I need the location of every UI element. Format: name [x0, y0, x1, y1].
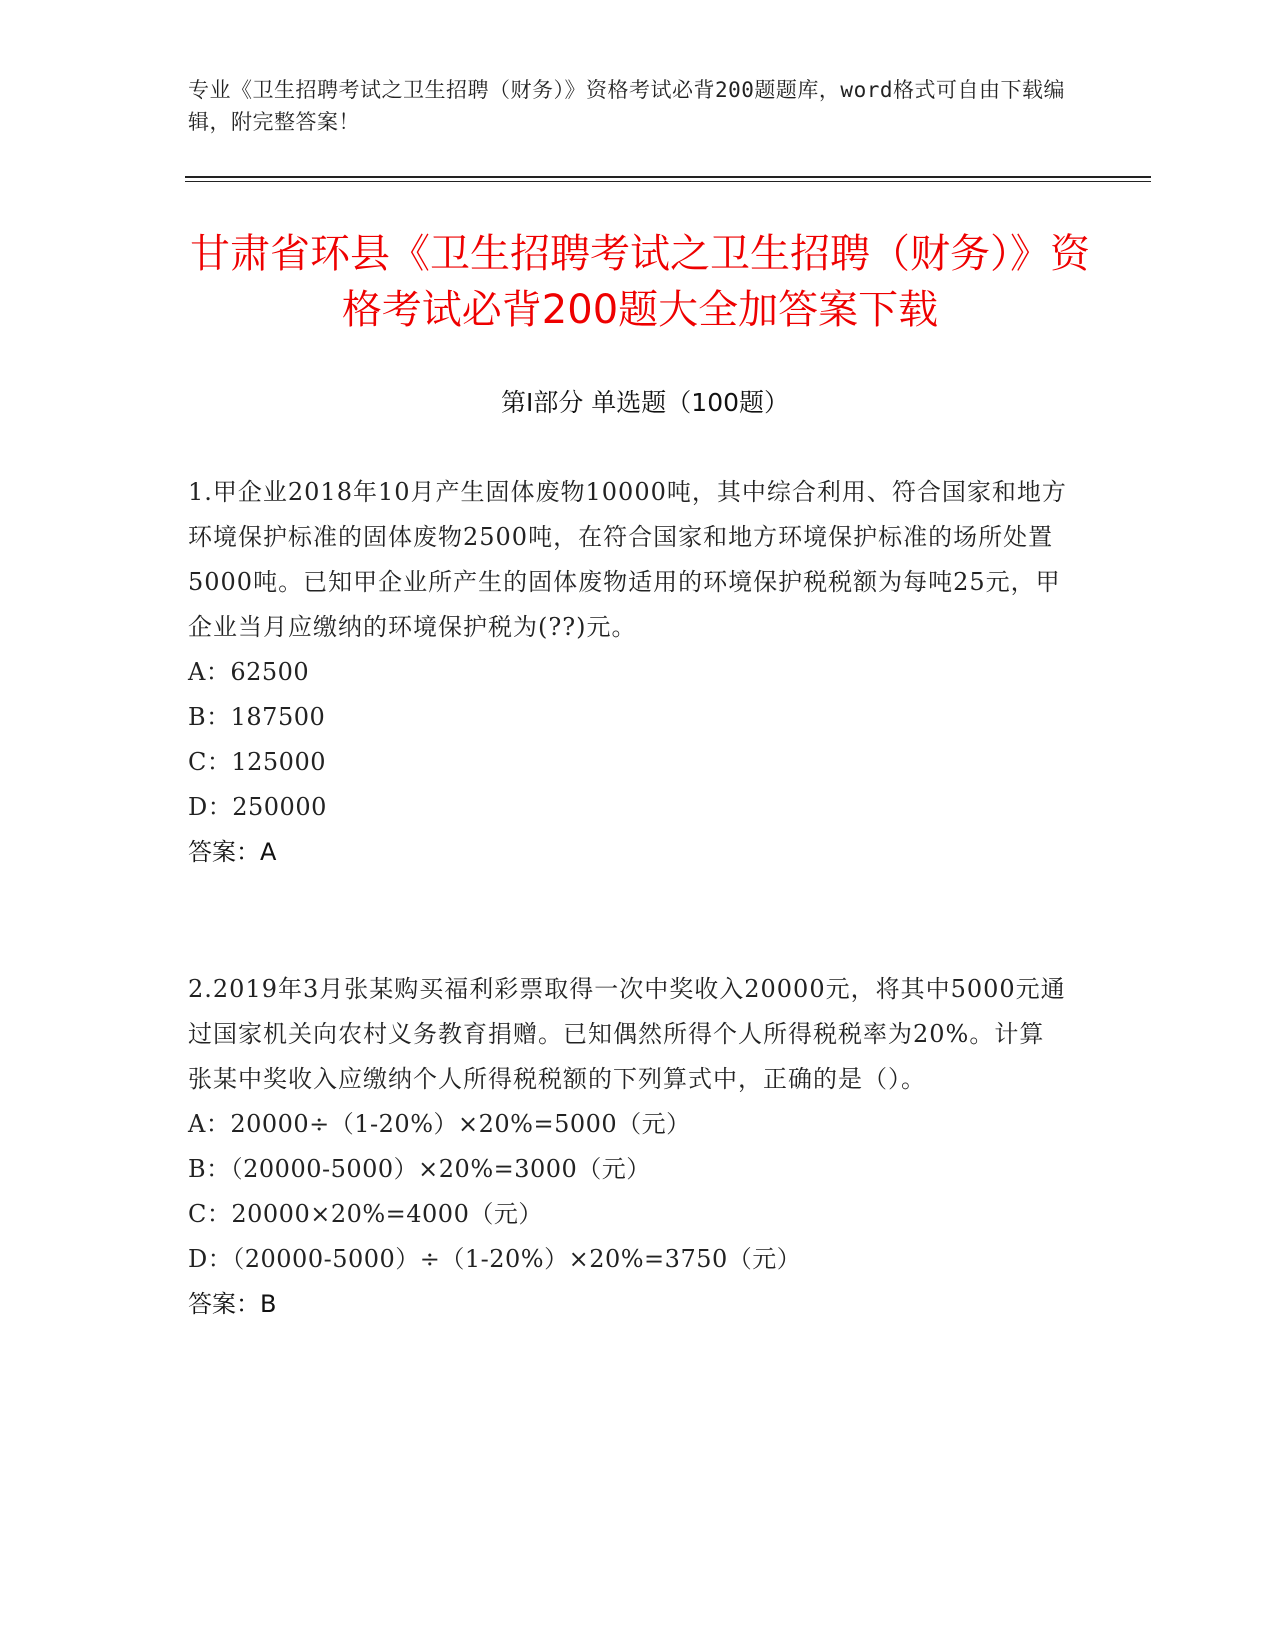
- header-divider-thin: [185, 181, 1151, 182]
- question-stem: 1.甲企业2018年10月产生固体废物10000吨，其中综合利用、符合国家和地方环境保护标准的固体废物2500吨，在符合国家和地方环境保护标准的场所处置5000吨。已知甲企业所产生的固体废物适用的环境保护税税额为每吨25元，甲企业当月应缴纳的环境保护税为(??)元。: [188, 478, 1067, 641]
- option-c: C：125000: [188, 748, 326, 776]
- question-block: [188, 470, 1068, 875]
- option-a: A：20000÷（1-20%）×20%=5000（元）: [188, 1110, 691, 1138]
- option-d: D：（20000-5000）÷（1-20%）×20%=3750（元）: [188, 1245, 802, 1273]
- option-b: B：187500: [188, 703, 326, 731]
- option-d: D：250000: [188, 793, 327, 821]
- answer-line: 答案：A: [188, 838, 277, 866]
- header-divider-thick: [185, 176, 1151, 178]
- answer-line: 答案：B: [188, 1290, 277, 1318]
- question-block: [188, 967, 1068, 1327]
- document-title: 甘肃省环县《卫生招聘考试之卫生招聘（财务）》资格考试必背200题大全加答案下载: [190, 231, 1090, 333]
- section-title: 第Ⅰ部分 单选题（100题）: [500, 388, 790, 417]
- option-a: A：62500: [188, 658, 310, 686]
- option-c: C：20000×20%=4000（元）: [188, 1200, 543, 1228]
- option-b: B：（20000-5000）×20%=3000（元）: [188, 1155, 651, 1183]
- question-stem: 2.2019年3月张某购买福利彩票取得一次中奖收入20000元，将其中5000元通过国家机关向农村义务教育捐赠。已知偶然所得个人所得税税率为20%。计算张某中奖收入应缴纳个人所得税税额的下列算式中，正确的是（）。: [188, 975, 1066, 1093]
- header-note: 专业《卫生招聘考试之卫生招聘（财务）》资格考试必背200题题库，word格式可自由下载编辑，附完整答案！: [188, 78, 1065, 134]
